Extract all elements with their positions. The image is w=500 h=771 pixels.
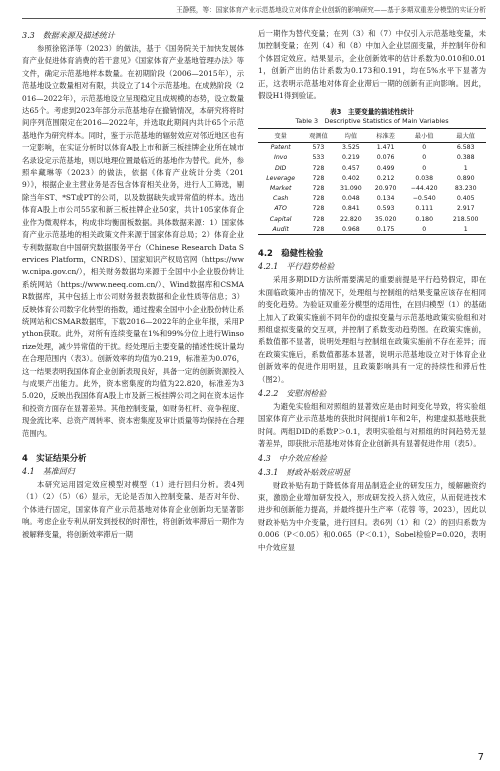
table-cell-value: 3.525 [342, 144, 360, 152]
table-row [258, 204, 486, 214]
table-cell-value: 0.890 [456, 174, 475, 182]
page-number: 7 [477, 752, 484, 763]
table-cell-value: 728 [312, 215, 325, 223]
table-cell-value: 728 [312, 225, 325, 233]
table-cell-value: 0.048 [342, 195, 360, 203]
paragraph-parallel-trend: 采用多期DID方法所需要满足的重要前提是平行趋势假定，即在未面临政策冲击的情况下，处理组与控制组的结果变量应该存在相同的变化趋势。为验证双重差分模型的适用性，在回归模型（1）的基础上加入了政策实施前不同年份的虚拟变量与示范基地政策实验组和对照组虚拟变量的交互项，并控制了系数变动趋势图。在政策实施前，系数值都不显著，说明处理组与控制组在政策实施前不存在差异；而在政策实施后，系数值都基本显著，说明示范基地设立对于体育企业创新效率的促进作用明显，且政策影响具有一定的持续性和滞后性（图2）。 [258, 275, 486, 384]
table-row [258, 173, 486, 183]
table-cell-variable: Patent [270, 144, 291, 152]
table-cell-value: 0 [422, 225, 427, 233]
table-cell-variable: Cash [273, 195, 289, 203]
table-3-title-en: Table 3 Descriptive Statistics of Main Variables [295, 117, 449, 126]
table-cell-value: 1 [463, 164, 468, 172]
table-cell-value: 728 [312, 205, 325, 213]
table-cell-value: 0.038 [415, 174, 434, 182]
table-cell-value: 0 [422, 164, 427, 172]
header-std-dev: 标准差 [376, 133, 395, 141]
table-cell-value: 0.219 [342, 154, 360, 162]
table-cell-value: 31.090 [340, 184, 362, 192]
table-cell-value: 0.841 [342, 205, 360, 213]
table-cell-value: 0.388 [456, 154, 475, 162]
table-cell-variable: Audit [272, 225, 289, 233]
table-cell-value: 533 [312, 154, 325, 162]
table-row [258, 163, 486, 173]
paragraph-data-sources: 参照徐铭泽等（2023）的做法，基于《国务院关于加快发展体育产业促进体育消费的若干意见》《国家体育产业基地管理办法》等文件，确定示范基地样本数量。在初期阶段（2006—2015年），示范基地设立数量相对有限，共设立了14个示范基地。在成熟阶段（2016—2022年），示范基地设立呈现稳定且成规模的态势，设立数量达65个。考虑到2023年部分示范基地存在撤销情况，本研究将将时间序列范围限定在2016—2022年，并选取此期间内共计65个示范基地作为研究样本。同时，鉴于示范基地的辐射效应对邻近地区也有一定影响，在实证分析时以体育A股上市和新三板挂牌企业所在城市名录设定示范基地，则以地理位置最临近的基地作为替代。此外，参照牟藏琳等（2023）的做法，依据《体育产业统计分类（2019）》，根据企业主营业务是否包含体育相关业务，进行人工筛选，剔除当年ST、*ST或PT的公司，以及数据缺失或异常值的样本。选出体育A股上市公司55家和新三板挂牌企业50家，共计105家体育企业作为微观样本，构成非均衡面板数据。具体数据来源：1）国家体育产业示范基地的相关政策文件来源于国家体育总局；2）体育企业专利数据取自中国研究数据服务平台（Chinese Research Data Services Platform，CNRDS）、国家知识产权局官网（https://www.cnipa.gov.cn/），相关财务数据均来源于全国中小企业股份转让系统网站（https://www.neeq.com.cn/）、Wind数据库和CSMAR数据库，其中包括上市公司财务报表数据和企业性质等信息；3）反映体育公司数字化转型的指数，通过搜索全国中小企业股份转让系统网站和CSMAR数据库，下载2016—2022年的企业年报，采用Python获取。此外，对所有连续变量在1%和99%分位上进行Winsorize处理，减少异常值的干扰。经处理后主要变量的描述性统计量均在合理范围内（表3）。创新效率的均值为0.219，标准差为0.076，这一结果表明我国体育企业创新表现良好，具备一定的创新资源投入与成果产出能力。此外，资本密集度的均值为22.820，标准差为35.020，反映出我国体育A股上市及新三板挂牌公司之间在资本运作和投资方面存在显著差异。其他控制变量，如财务杠杆、竞争程度、现金流比率、总资产周转率、资本密集度及审计质量等均保持在合理范围内。 [22, 44, 244, 438]
table-cell-value: −0.540 [412, 195, 436, 203]
section-4-2-heading: 4.2 稳健性检验 [258, 248, 324, 259]
table-row [258, 142, 486, 153]
table-cell-variable: ATO [274, 205, 287, 213]
section-4-3-1-heading: 4.3.1 财政补贴效应明显 [258, 467, 351, 477]
paragraph-fiscal-subsidy: 财政补贴有助于降低体育用品制造企业的研发压力，缓解融资约束，激励企业增加研发投入，形成研发投入挤入效应，从而促进技术进步和创新能力提高，并最终提升生产率（花蓉 等，2023），因此以财政补贴为中介变量，进行回归。表6列（1）和（2）的回归系数为0.006（P＜0.05）和0.065（P＜0.1），Sobel检验P=0.020，表明中介效应显 [258, 480, 486, 552]
table-cell-value: 0.212 [376, 174, 395, 182]
table-cell-value: 0 [422, 154, 427, 162]
table-cell-value: 0.402 [342, 174, 360, 182]
descriptive-statistics-table [258, 128, 486, 235]
table-cell-variable: DID [274, 164, 287, 172]
table-row [258, 153, 486, 163]
table-row [258, 214, 486, 224]
header-variable: 变量 [274, 133, 287, 141]
paragraph-placebo-test: 为避免实验组和对照组的显著效应是由时间变化导致，将实验组国家体育产业示范基地的获批时间提前1年和2年，构建虚拟基地获批时间。两组DID的系数P＞0.1，表明实验组与对照组的时间趋势无显著差异，即获批示范基地对体育企业创新具有显著促进作用（表5）。 [258, 401, 486, 449]
header-observations: 观测值 [309, 133, 328, 141]
table-cell-value: 218.500 [452, 215, 479, 223]
table-cell-variable: Capital [269, 215, 292, 223]
table-cell-value: 728 [312, 184, 325, 192]
table-3-title-cn: 表3 主要变量的描述性统计 [330, 108, 414, 117]
paragraph-baseline-regression: 本研究运用固定效应模型对模型（1）进行回归分析。表4列（1）（2）（5）（6）显示，无论是否加入控制变量、是否对年份、个体进行固定，国家体育产业示范基地对体育企业创新均无显著影响。考虑企业专利从研发到授权的时滞性，将创新效率滞后一期作为被解释变量，将创新效率滞后一期 [22, 480, 244, 539]
running-header: 王静熙，等：国家体育产业示范基地设立对体育企业创新的影响研究——基于多期双重差分模型的实证分析 [22, 4, 486, 19]
table-cell-value: 728 [312, 174, 325, 182]
section-4-2-2-heading: 4.2.2 安慰剂检验 [258, 388, 327, 398]
table-cell-value: 0.593 [376, 205, 395, 213]
header-min: 最小值 [414, 133, 434, 141]
paragraph-continued: 后一期作为替代变量；在列（3）和（7）中仅引入示范基地变量，未加控制变量；在列（4）和（8）中加入企业层面变量，并控制年份和个体固定效应。结果显示，企业创新效率的估计系数为0.010和0.011，创新产出的估计系数为0.173和0.191，均在5%水平下显著为正，这表明示范基地对体育企业滞后一期的创新有正向影响。因此，假设H1得到验证。 [258, 29, 486, 101]
table-cell-value: 728 [312, 164, 325, 172]
table-cell-value: 0.968 [342, 225, 360, 233]
section-4-heading: 4 实证结果分析 [22, 453, 87, 463]
table-row [258, 194, 486, 204]
table-cell-value: 0.499 [376, 164, 395, 172]
table-cell-value: 0.175 [376, 225, 395, 233]
section-4-3-heading: 4.3 中介效应检验 [258, 453, 327, 463]
table-cell-value: 0 [422, 144, 427, 152]
table-cell-value: 35.020 [374, 215, 397, 223]
header-max: 最大值 [456, 133, 475, 141]
section-3-3-heading: 3.3 数据来源及描述统计 [22, 31, 115, 40]
table-cell-value: 1 [463, 225, 468, 233]
header-mean: 均值 [344, 133, 358, 141]
table-cell-value: 83.230 [454, 184, 477, 192]
table-row [258, 183, 486, 193]
right-column [258, 28, 486, 554]
table-cell-value: 2.917 [456, 205, 475, 213]
table-cell-value: 0.111 [415, 205, 434, 213]
table-cell-value: 20.970 [374, 184, 397, 192]
section-4-1-heading: 4.1 基准回归 [22, 467, 75, 476]
table-row [258, 224, 486, 235]
left-column [22, 28, 244, 541]
table-cell-variable: Invo [274, 154, 288, 162]
table-cell-value: 22.820 [340, 215, 362, 223]
table-cell-value: 0.457 [342, 164, 360, 172]
table-cell-value: 6.583 [456, 144, 475, 152]
table-header-row [258, 129, 486, 142]
table-cell-variable: Leverage [266, 174, 296, 182]
table-cell-value: 573 [312, 144, 325, 152]
table-cell-value: 0.405 [456, 195, 475, 203]
table-cell-value: 728 [312, 195, 325, 203]
section-4-2-1-heading: 4.2.1 平行趋势检验 [258, 262, 335, 272]
table-cell-variable: Market [269, 184, 292, 192]
table-cell-value: 0.076 [376, 154, 395, 162]
table-cell-value: −44.420 [410, 184, 438, 192]
table-cell-value: 0.134 [376, 195, 395, 203]
table-cell-value: 0.180 [415, 215, 434, 223]
table-cell-value: 1.471 [376, 144, 395, 152]
